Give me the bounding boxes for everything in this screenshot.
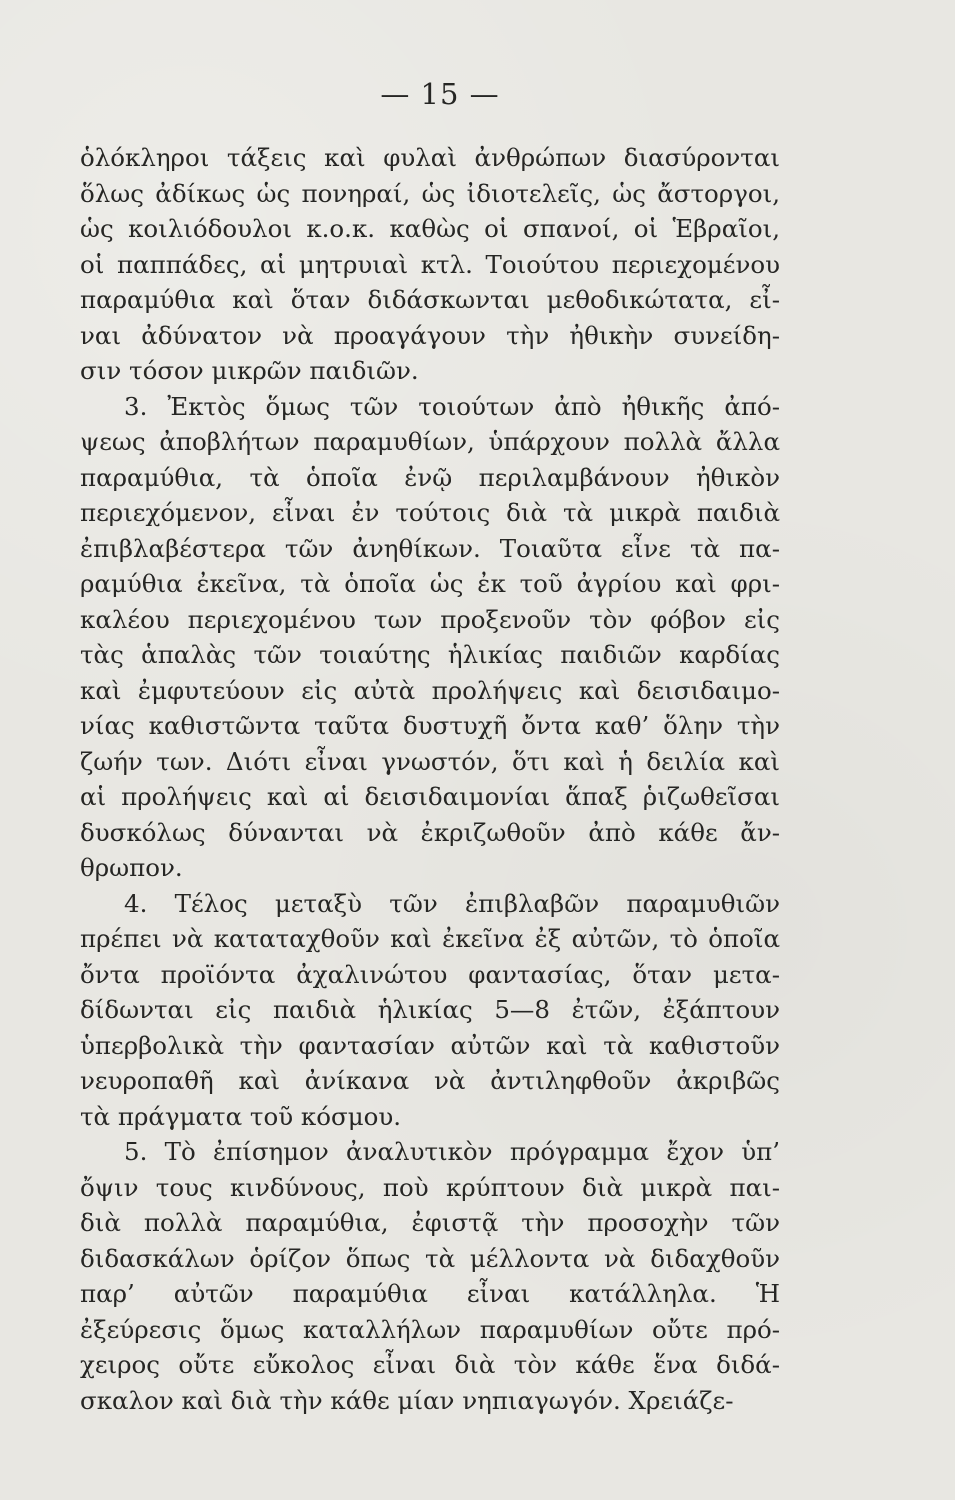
text-line: σιν τόσον μικρῶν παιδιῶν.: [80, 356, 419, 385]
text-line: καλέου περιεχομένου των προξενοῦν τὸν φόβον εἰς: [80, 604, 780, 634]
body-text: [80, 140, 780, 1418]
text-line: ναι ἀδύνατον νὰ προαγάγουν τὴν ἠθικὴν συνείδη-: [80, 320, 780, 350]
paragraph-5-first-line: 5. Τὸ ἐπίσημον ἀναλυτικὸν πρόγραμμα ἔχον ὑπ’: [124, 1137, 780, 1166]
text-line: τὰς ἁπαλὰς τῶν τοιαύτης ἡλικίας παιδιῶν καρδίας: [80, 640, 780, 669]
text-line: οἱ παππάδες, αἱ μητρυιαὶ κτλ. Τοιούτου περιεχομένου: [80, 249, 780, 279]
text-line: σκαλον καὶ διὰ τὴν κάθε μίαν νηπιαγωγόν. Χρειάζε-: [80, 1385, 734, 1415]
text-line: ὄντα προϊόντα ἀχαλινώτου φαντασίας, ὅταν μετα-: [80, 959, 780, 989]
text-line: νευροπαθῆ καὶ ἀνίκανα νὰ ἀντιληφθοῦν ἀκριβῶς: [80, 1066, 780, 1095]
text-line: ὑπερβολικὰ τὴν φαντασίαν αὐτῶν καὶ τὰ καθιστοῦν: [80, 1030, 780, 1060]
text-line: διὰ πολλὰ παραμύθια, ἐφιστᾷ τὴν προσοχὴν τῶν: [80, 1208, 780, 1237]
text-line: δυσκόλως δύνανται νὰ ἐκριζωθοῦν ἀπὸ κάθε ἄν-: [80, 817, 780, 847]
paragraph-4-first-line: 4. Τέλος μεταξὺ τῶν ἐπιβλαβῶν παραμυθιῶν: [124, 888, 780, 918]
text-line: τὰ πράγματα τοῦ κόσμου.: [80, 1101, 402, 1131]
text-line: χειρος οὔτε εὔκολος εἶναι διὰ τὸν κάθε ἕνα διδά-: [80, 1350, 780, 1379]
text-line: ὁλόκληροι τάξεις καὶ φυλαὶ ἀνθρώπων διασύρονται: [80, 143, 780, 172]
text-line: ζωήν των. Διότι εἶναι γνωστόν, ὅτι καὶ ἡ δειλία καὶ: [80, 746, 780, 776]
text-line: ἐξεύρεσις ὅμως καταλλήλων παραμυθίων οὔτε πρό-: [80, 1314, 780, 1344]
text-line: ὡς κοιλιόδουλοι κ.ο.κ. καθὼς οἱ σπανοί, οἱ Ἑβραῖοι,: [80, 214, 780, 243]
text-line: ψεως ἀποβλήτων παραμυθίων, ὑπάρχουν πολλὰ ἄλλα: [80, 427, 780, 456]
text-line: θρωπον.: [80, 853, 183, 882]
page-number: — 15 —: [380, 77, 500, 111]
paragraph-3-first-line: 3. Ἐκτὸς ὅμως τῶν τοιούτων ἀπὸ ἠθικῆς ἀπό-: [124, 391, 780, 421]
text-line: πρέπει νὰ καταταχθοῦν καὶ ἐκεῖνα ἐξ αὐτῶν, τὸ ὁποῖα: [80, 924, 780, 953]
text-line: περιεχόμενον, εἶναι ἐν τούτοις διὰ τὰ μικρὰ παιδιὰ: [80, 498, 780, 527]
text-line: διδασκάλων ὁρίζον ὅπως τὰ μέλλοντα νὰ διδαχθοῦν: [80, 1243, 780, 1273]
text-line: παρ’ αὐτῶν παραμύθια εἶναι κατάλληλα. Ἡ: [80, 1279, 780, 1308]
text-line: νίας καθιστῶντα ταῦτα δυστυχῆ ὄντα καθ’ ὅλην τὴν: [80, 711, 780, 740]
text-line: παραμύθια καὶ ὅταν διδάσκωνται μεθοδικώτατα, εἶ-: [80, 285, 780, 314]
text-line: ὅλως ἀδίκως ὡς πονηραί, ὡς ἰδιοτελεῖς, ὡς ἄστοργοι,: [80, 178, 780, 208]
text-line: ἐπιβλαβέστερα τῶν ἀνηθίκων. Τοιαῦτα εἶνε τὰ πα-: [80, 533, 780, 563]
text-line: καὶ ἐμφυτεύουν εἰς αὐτὰ προλήψεις καὶ δεισιδαιμο-: [80, 675, 780, 705]
text-line: δίδωνται εἰς παιδιὰ ἡλικίας 5—8 ἐτῶν, ἐξάπτουν: [80, 995, 780, 1024]
text-line: αἱ προλήψεις καὶ αἱ δεισιδαιμονίαι ἅπαξ ῥιζωθεῖσαι: [80, 782, 780, 811]
text-line: παραμύθια, τὰ ὁποῖα ἐνῷ περιλαμβάνουν ἠθικὸν: [80, 462, 780, 492]
text-line: ὄψιν τους κινδύνους, ποὺ κρύπτουν διὰ μικρὰ παι-: [80, 1172, 780, 1202]
text-line: ραμύθια ἐκεῖνα, τὰ ὁποῖα ὡς ἐκ τοῦ ἀγρίου καὶ φρι-: [80, 569, 780, 598]
